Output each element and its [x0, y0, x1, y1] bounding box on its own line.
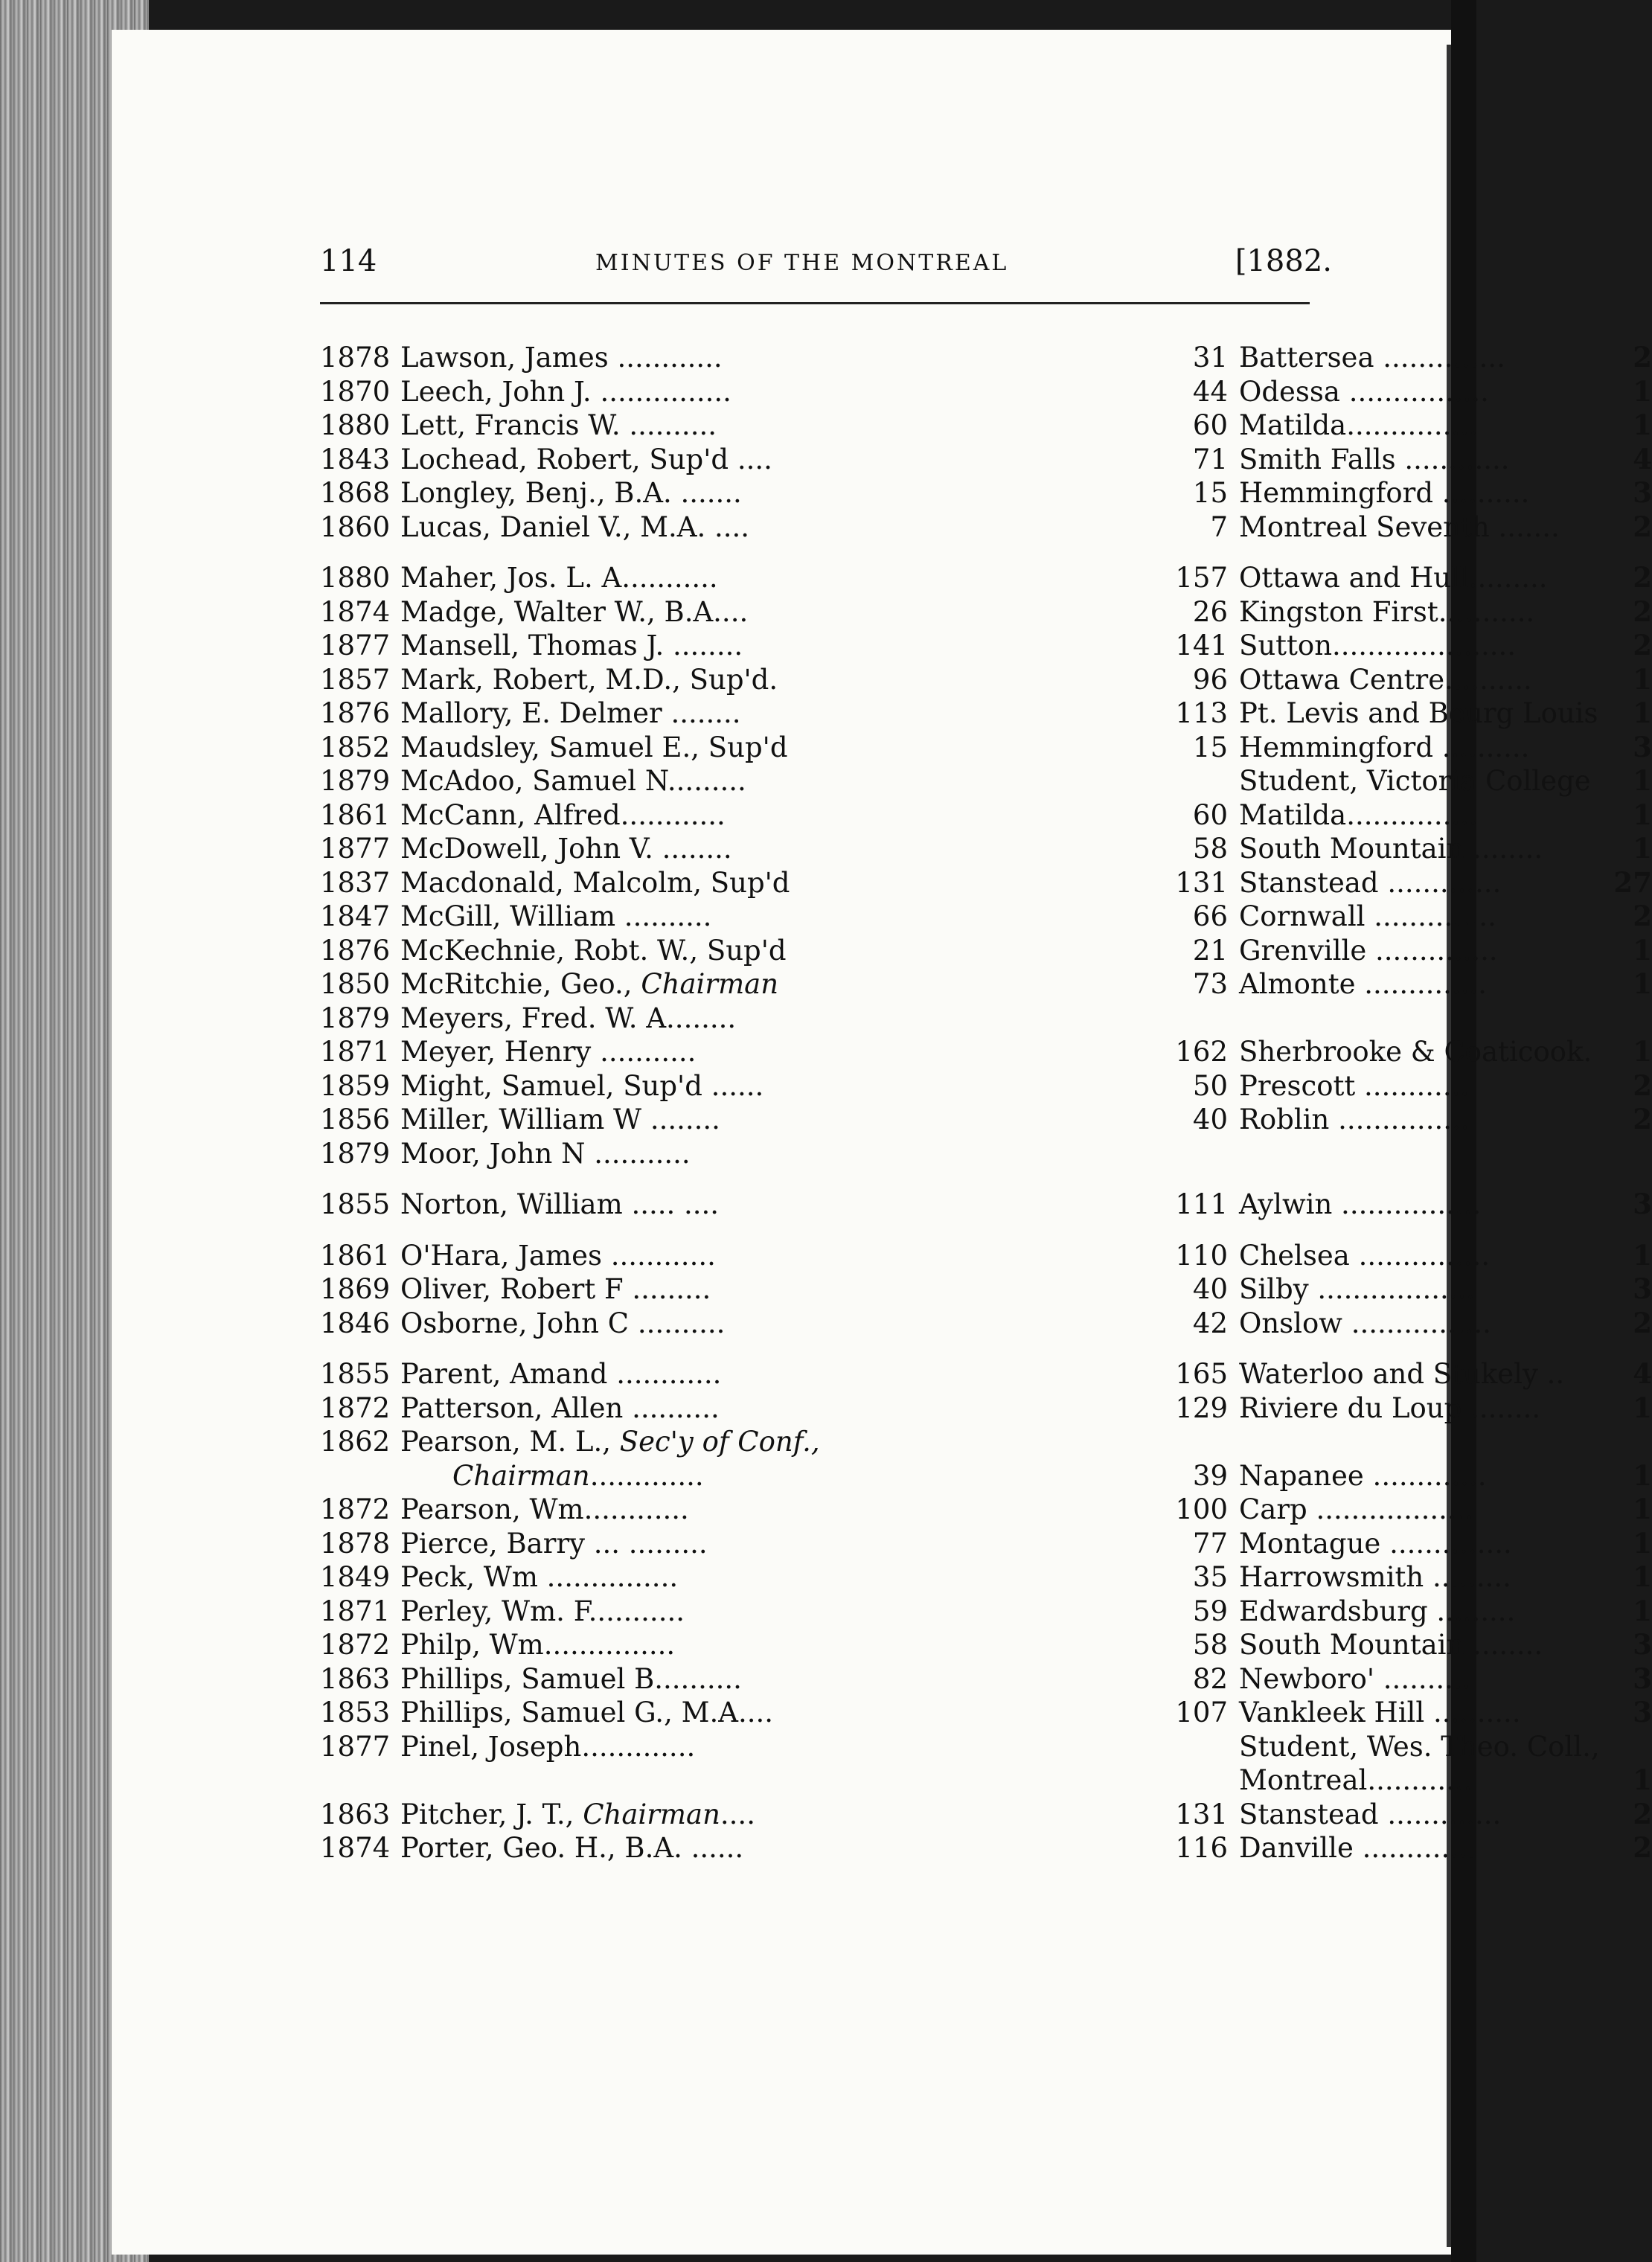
- entry-name-text: O'Hara, James ............: [400, 1239, 716, 1272]
- entry-name: [400, 1425, 1137, 1459]
- entry-years: 3: [1633, 1272, 1652, 1305]
- entry-name-text: McDowell, John V. ........: [400, 833, 732, 865]
- entry-name: [400, 629, 1137, 663]
- list-item: [320, 1526, 1652, 1561]
- page-number: 114: [320, 244, 377, 278]
- entry-year: 1850: [320, 968, 391, 1000]
- entry-number: 39: [1192, 1459, 1228, 1492]
- entry-station: Napanee .............: [1239, 1459, 1487, 1492]
- entry-station: Sherbrooke & Coaticook.: [1239, 1036, 1592, 1068]
- list-item: [320, 1002, 1347, 1036]
- entry-name: [400, 1391, 1137, 1426]
- entry-station: Student, Wes. Theo. Coll.,: [1239, 1730, 1600, 1763]
- list-item: [320, 1238, 1652, 1273]
- entry-number: 15: [1192, 731, 1228, 763]
- entry-name: [400, 1798, 1137, 1832]
- entry-name: [400, 1357, 1137, 1391]
- entry-station: Ottawa Centre..........: [1239, 663, 1532, 696]
- header-rule: [320, 302, 1310, 304]
- entry-year: 1856: [320, 1103, 391, 1135]
- entry-name: [400, 1459, 1189, 1493]
- entry-name: [400, 561, 1137, 595]
- entry-year: 1872: [320, 1391, 391, 1424]
- entry-years: 1: [1633, 764, 1652, 797]
- entry-station: Almonte ..............: [1239, 968, 1487, 1000]
- list-item: [320, 1458, 1652, 1493]
- list-item: [320, 442, 1652, 477]
- entry-number: 60: [1192, 798, 1228, 831]
- entry-name: [400, 934, 1137, 968]
- list-item: [320, 1188, 1652, 1222]
- entry-name-text: Parent, Amand ............: [400, 1358, 722, 1390]
- entry-years: 1: [1633, 662, 1652, 696]
- list-item: [320, 629, 1652, 663]
- entry-year: 1879: [320, 1002, 391, 1034]
- entry-year: 1879: [320, 1137, 391, 1170]
- entry-station: Hemmingford ..........: [1239, 731, 1530, 763]
- entry-year: 1860: [320, 510, 391, 543]
- entry-name-text: Philp, Wm...............: [400, 1629, 676, 1661]
- entry-year: 1878: [320, 342, 391, 374]
- list-item: [320, 1068, 1652, 1103]
- entry-year: 1874: [320, 1832, 391, 1864]
- entry-years: 1: [1633, 408, 1652, 441]
- entry-name: [400, 696, 1137, 731]
- entry-years: 1: [1633, 1238, 1652, 1272]
- entry-station: Hemmingford ..........: [1239, 477, 1530, 509]
- entry-years: 1: [1633, 696, 1652, 729]
- entry-name: [400, 1560, 1137, 1595]
- entry-name-text: Might, Samuel, Sup'd ......: [400, 1069, 764, 1102]
- list-item: [320, 1306, 1652, 1341]
- entry-name-text: Mark, Robert, M.D., Sup'd.: [400, 663, 778, 696]
- entry-name: [400, 1307, 1137, 1341]
- entry-number: 71: [1192, 443, 1228, 475]
- entry-name: [400, 476, 1137, 510]
- list-item: [320, 1425, 1347, 1459]
- entry-name: [400, 1272, 1137, 1307]
- entry-year: 1877: [320, 1730, 391, 1763]
- entry-station: Pt. Levis and Bourg Louis: [1239, 697, 1598, 729]
- list-item: [320, 1797, 1652, 1832]
- entry-number: 42: [1192, 1307, 1228, 1339]
- entry-year: 1847: [320, 900, 391, 932]
- list-item: [320, 1594, 1652, 1629]
- entry-year: 1872: [320, 1629, 391, 1661]
- entry-station: Stanstead .............: [1239, 866, 1502, 899]
- entry-name: [400, 1103, 1137, 1137]
- entry-year: 1863: [320, 1662, 391, 1695]
- entry-name-italic: Chairman: [452, 1459, 590, 1492]
- entry-name-text: Norton, William ..... ....: [400, 1188, 720, 1220]
- entry-year: 1880: [320, 562, 391, 594]
- entry-number: 7: [1210, 510, 1228, 543]
- running-title: MINUTES OF THE MONTREAL: [595, 250, 1009, 276]
- entry-number: 44: [1192, 375, 1228, 408]
- entry-number: 82: [1192, 1662, 1228, 1695]
- entry-years: 3: [1633, 1662, 1652, 1695]
- list-item: [320, 341, 1652, 375]
- entry-years: 1: [1633, 1458, 1652, 1492]
- entry-name: [400, 764, 1137, 798]
- entry-name-text: Longley, Benj., B.A. .......: [400, 477, 742, 509]
- list-item: [320, 561, 1652, 595]
- entry-name-text: McCann, Alfred............: [400, 798, 726, 831]
- entry-name: [400, 443, 1137, 477]
- entry-years: 2: [1633, 900, 1652, 932]
- entry-years: 27: [1613, 865, 1652, 899]
- entry-year: 1869: [320, 1273, 391, 1305]
- list-item: [320, 764, 1652, 798]
- list-item: [320, 662, 1652, 697]
- entry-years: 2: [1633, 1103, 1652, 1135]
- list-item: [320, 1831, 1652, 1865]
- entry-year: 1857: [320, 663, 391, 696]
- entry-years: 2: [1633, 510, 1652, 543]
- entry-name: [400, 1696, 1137, 1730]
- entry-year: 1861: [320, 1239, 391, 1272]
- entry-station: Kingston First...........: [1239, 595, 1535, 628]
- entry-name-text: McGill, William ..........: [400, 900, 712, 932]
- entry-year: 1859: [320, 1069, 391, 1102]
- list-item: [320, 967, 1652, 1002]
- entry-name: [400, 967, 1137, 1002]
- entry-year: 1862: [320, 1426, 391, 1458]
- entry-years: 1: [1633, 967, 1652, 1000]
- list-item: [320, 1763, 1652, 1798]
- list-item: [320, 1272, 1652, 1307]
- entry-number: 21: [1192, 934, 1228, 967]
- entry-name-text: Leech, John J. ...............: [400, 375, 731, 408]
- entry-number: 165: [1175, 1358, 1228, 1390]
- entry-number: 35: [1192, 1561, 1228, 1593]
- entry-station: Cornwall ..............: [1239, 900, 1496, 932]
- entry-station: Montreal Seventh .......: [1239, 510, 1560, 543]
- entry-name: [400, 832, 1137, 866]
- list-item: [320, 1730, 1600, 1764]
- entry-name: [400, 375, 1137, 409]
- entry-number: 113: [1175, 697, 1228, 729]
- entry-years: 2: [1633, 595, 1652, 628]
- entry-year: 1852: [320, 731, 391, 763]
- entry-year: 1874: [320, 595, 391, 628]
- entry-number: 107: [1175, 1696, 1228, 1728]
- entry-years: 2: [1633, 1068, 1652, 1102]
- entry-years: 2: [1633, 1797, 1652, 1830]
- entry-station: Onslow ................: [1239, 1307, 1491, 1339]
- entry-station: Matilda...............: [1239, 798, 1478, 831]
- entry-year: 1871: [320, 1036, 391, 1068]
- entry-years: 2: [1633, 1306, 1652, 1339]
- entry-name-text: Meyers, Fred. W. A........: [400, 1002, 737, 1034]
- entry-name: [400, 1069, 1137, 1103]
- entry-number: 73: [1192, 968, 1228, 1000]
- entry-station: Sutton.....................: [1239, 629, 1517, 661]
- list-item: [320, 1103, 1652, 1137]
- entry-station: Roblin ...............: [1239, 1103, 1470, 1135]
- entry-year: 1877: [320, 833, 391, 865]
- entry-station: Edwardsburg .........: [1239, 1595, 1516, 1627]
- entry-station: South Mountain ........: [1239, 833, 1543, 865]
- entry-name-italic: Sec'y of Conf.,: [619, 1426, 820, 1458]
- entry-name: [400, 1493, 1137, 1527]
- list-item: [320, 1560, 1652, 1595]
- entry-name: [400, 595, 1137, 629]
- entry-number: 40: [1192, 1103, 1228, 1135]
- entry-name-text: Peck, Wm ...............: [400, 1561, 679, 1593]
- entry-name: [400, 731, 1137, 765]
- entry-name-text: Oliver, Robert F .........: [400, 1273, 711, 1305]
- entry-years: 1: [1633, 832, 1652, 865]
- entry-name-text: Meyer, Henry ...........: [400, 1036, 697, 1068]
- entry-number: 131: [1175, 866, 1228, 899]
- entry-years: 4: [1633, 1357, 1652, 1390]
- entry-number: 58: [1192, 833, 1228, 865]
- entry-years: 2: [1633, 561, 1652, 594]
- entry-station: Prescott ............: [1239, 1069, 1470, 1102]
- entry-name-text: Phillips, Samuel B..........: [400, 1662, 742, 1695]
- entry-years: 1: [1633, 933, 1652, 967]
- entry-name-text: Pitcher, J. T.,: [400, 1798, 583, 1830]
- entry-name-italic: Chairman: [583, 1798, 720, 1830]
- list-item: [320, 696, 1652, 731]
- entry-name-tail: ....: [720, 1798, 755, 1830]
- entry-year: 1868: [320, 477, 391, 509]
- entry-number: 116: [1175, 1832, 1228, 1864]
- entry-station: Chelsea ...............: [1239, 1239, 1490, 1272]
- list-item: [320, 1391, 1652, 1426]
- list-item: [320, 374, 1652, 409]
- entry-station: Riviere du Loup ........: [1239, 1391, 1541, 1424]
- entry-name: [400, 1035, 1137, 1069]
- entry-station: Grenville ..............: [1239, 934, 1498, 967]
- entry-name: [400, 663, 1137, 697]
- entry-years: 1: [1633, 1035, 1652, 1068]
- entry-number: 58: [1192, 1629, 1228, 1661]
- entry-station: Smith Falls ............: [1239, 443, 1510, 475]
- entry-number: 77: [1192, 1527, 1228, 1560]
- entry-name: [400, 1831, 1137, 1865]
- entry-name-text: Pierce, Barry ... .........: [400, 1527, 708, 1560]
- entry-year: 1872: [320, 1493, 391, 1525]
- entry-year: 1871: [320, 1595, 391, 1627]
- entry-number: 100: [1175, 1493, 1228, 1525]
- entry-station: Student, Victoria College: [1239, 765, 1591, 797]
- entry-name: [400, 408, 1137, 443]
- list-item: [320, 798, 1652, 833]
- entry-year: 1863: [320, 1798, 391, 1830]
- entry-number: 31: [1192, 342, 1228, 374]
- entry-station: South Mountain ........: [1239, 1629, 1543, 1661]
- entry-name-text: Mansell, Thomas J. ........: [400, 629, 743, 661]
- entry-number: 110: [1175, 1239, 1228, 1272]
- entry-station: Waterloo and Stukely ..: [1239, 1358, 1565, 1390]
- entry-number: 129: [1175, 1391, 1228, 1424]
- entry-name-text: Madge, Walter W., B.A....: [400, 595, 749, 628]
- entry-number: 60: [1192, 409, 1228, 441]
- entry-years: 2: [1633, 1831, 1652, 1864]
- entry-year: 1870: [320, 375, 391, 408]
- entry-name: [400, 1137, 1137, 1171]
- entry-name-text: Lucas, Daniel V., M.A. ....: [400, 510, 750, 543]
- entry-years: 1: [1633, 1526, 1652, 1560]
- entry-name-tail: .............: [589, 1459, 704, 1492]
- entry-station: Silby ..................: [1239, 1273, 1476, 1305]
- entry-years: 1: [1633, 1594, 1652, 1627]
- minister-list: [320, 341, 1652, 1865]
- entry-year: 1837: [320, 866, 391, 899]
- entry-number: 157: [1175, 562, 1228, 594]
- entry-name: [400, 1002, 1137, 1036]
- entry-years: 3: [1633, 476, 1652, 509]
- entry-name-text: McAdoo, Samuel N.........: [400, 765, 746, 797]
- list-item: [320, 1628, 1652, 1662]
- entry-number: 111: [1175, 1188, 1228, 1220]
- entry-station: Battersea ..............: [1239, 342, 1505, 374]
- entry-years: 2: [1633, 629, 1652, 661]
- entry-name-text: Miller, William W ........: [400, 1103, 720, 1135]
- entry-name-text: Lochead, Robert, Sup'd ....: [400, 443, 772, 475]
- entry-name-text: Osborne, John C ..........: [400, 1307, 726, 1339]
- entry-name: [400, 1595, 1137, 1629]
- entry-name-text: Phillips, Samuel G., M.A....: [400, 1696, 773, 1728]
- entry-name-text: Patterson, Allen ..........: [400, 1391, 720, 1424]
- entry-name-text: Lett, Francis W. ..........: [400, 409, 717, 441]
- entry-name-text: McRitchie, Geo.,: [400, 968, 641, 1000]
- entry-station: Stanstead .............: [1239, 1798, 1502, 1830]
- entry-years: 3: [1633, 730, 1652, 763]
- entry-name-text: Maher, Jos. L. A...........: [400, 562, 718, 594]
- entry-name: [400, 798, 1137, 833]
- entry-station: Aylwin ................: [1239, 1188, 1482, 1220]
- entry-name-text: Lawson, James ............: [400, 342, 723, 374]
- entry-name: [400, 866, 1137, 900]
- entry-name: [400, 900, 1137, 934]
- entry-year: 1880: [320, 409, 391, 441]
- entry-name-text: Perley, Wm. F...........: [400, 1595, 685, 1627]
- entry-station: Carp ..................: [1239, 1493, 1474, 1525]
- entry-year: 1879: [320, 765, 391, 797]
- list-item: [320, 730, 1652, 765]
- entry-station: Montreal............: [1239, 1764, 1473, 1796]
- entry-year: 1855: [320, 1358, 391, 1390]
- entry-name: [400, 510, 1137, 545]
- entry-name-italic: Chairman: [641, 968, 779, 1000]
- entry-years: 1: [1633, 798, 1652, 831]
- entry-name-text: McKechnie, Robt. W., Sup'd: [400, 934, 787, 967]
- entry-station: Newboro' ..........: [1239, 1662, 1471, 1695]
- entry-year: 1855: [320, 1188, 391, 1220]
- entry-years: 2: [1633, 341, 1652, 374]
- entry-number: 15: [1192, 477, 1228, 509]
- entry-station: Matilda...............: [1239, 409, 1478, 441]
- entry-years: 3: [1633, 1696, 1652, 1728]
- entry-year: 1849: [320, 1561, 391, 1593]
- entry-years: 1: [1633, 1763, 1652, 1796]
- entry-years: 1: [1633, 1493, 1652, 1525]
- entry-number: 40: [1192, 1273, 1228, 1305]
- list-item: [320, 595, 1652, 629]
- entry-years: 1: [1633, 374, 1652, 408]
- list-item: [320, 832, 1652, 866]
- entry-year: 1878: [320, 1527, 391, 1560]
- entry-number: 50: [1192, 1069, 1228, 1102]
- entry-number: 162: [1175, 1036, 1228, 1068]
- entry-year: 1876: [320, 934, 391, 967]
- entry-year: 1846: [320, 1307, 391, 1339]
- entry-year: 1861: [320, 798, 391, 831]
- entry-years: 4: [1633, 442, 1652, 475]
- entry-years: 3: [1633, 1188, 1652, 1220]
- entry-number: 141: [1175, 629, 1228, 661]
- list-item: [320, 865, 1652, 900]
- entry-name-text: Pearson, M. L.,: [400, 1426, 620, 1458]
- entry-number: 131: [1175, 1798, 1228, 1830]
- entry-station: Danville .............: [1239, 1832, 1476, 1864]
- list-item: [320, 1357, 1652, 1391]
- entry-name-text: Mallory, E. Delmer ........: [400, 697, 741, 729]
- entry-name: [400, 1527, 1137, 1561]
- entry-number: 66: [1192, 900, 1228, 932]
- entry-name-text: Porter, Geo. H., B.A. ......: [400, 1832, 744, 1864]
- list-item: [320, 408, 1652, 443]
- entry-station: Odessa ................: [1239, 375, 1489, 408]
- entry-name: [400, 1662, 1137, 1696]
- entry-year: 1876: [320, 697, 391, 729]
- entry-name: [400, 1730, 1137, 1764]
- list-item: [320, 510, 1652, 545]
- entry-name: [400, 341, 1137, 375]
- entry-name-text: Maudsley, Samuel E., Sup'd: [400, 731, 788, 763]
- entry-name: [400, 1188, 1137, 1222]
- list-item: [320, 1493, 1652, 1527]
- entry-year: 1843: [320, 443, 391, 475]
- entry-name: [400, 1628, 1137, 1662]
- entry-years: 1: [1633, 1391, 1652, 1424]
- entry-name-text: Moor, John N ...........: [400, 1137, 691, 1170]
- header-year: [1882.: [1235, 244, 1332, 278]
- entry-years: 1: [1633, 1560, 1652, 1593]
- entry-name-text: Macdonald, Malcolm, Sup'd: [400, 866, 790, 899]
- entry-years: 3: [1633, 1628, 1652, 1661]
- entry-number: 59: [1192, 1595, 1228, 1627]
- entry-number: 26: [1192, 595, 1228, 628]
- entry-station: Vankleek Hill ..........: [1239, 1696, 1521, 1728]
- entry-name: [400, 1239, 1137, 1273]
- entry-station: Harrowsmith .........: [1239, 1561, 1511, 1593]
- list-item: [320, 1662, 1652, 1696]
- list-item: [320, 1137, 1347, 1171]
- entry-number: 96: [1192, 663, 1228, 696]
- list-item: [320, 1696, 1652, 1730]
- page-header: [320, 244, 1332, 289]
- entry-station: Ottawa and Hull.........: [1239, 562, 1548, 594]
- entry-year: 1877: [320, 629, 391, 661]
- list-item: [320, 476, 1652, 510]
- entry-name-text: Pinel, Joseph.............: [400, 1730, 696, 1763]
- entry-name-text: Pearson, Wm............: [400, 1493, 689, 1525]
- entry-year: 1853: [320, 1696, 391, 1728]
- list-item: [320, 900, 1652, 934]
- list-item: [320, 1035, 1652, 1069]
- list-item: [320, 933, 1652, 968]
- entry-station: Montague ..............: [1239, 1527, 1512, 1560]
